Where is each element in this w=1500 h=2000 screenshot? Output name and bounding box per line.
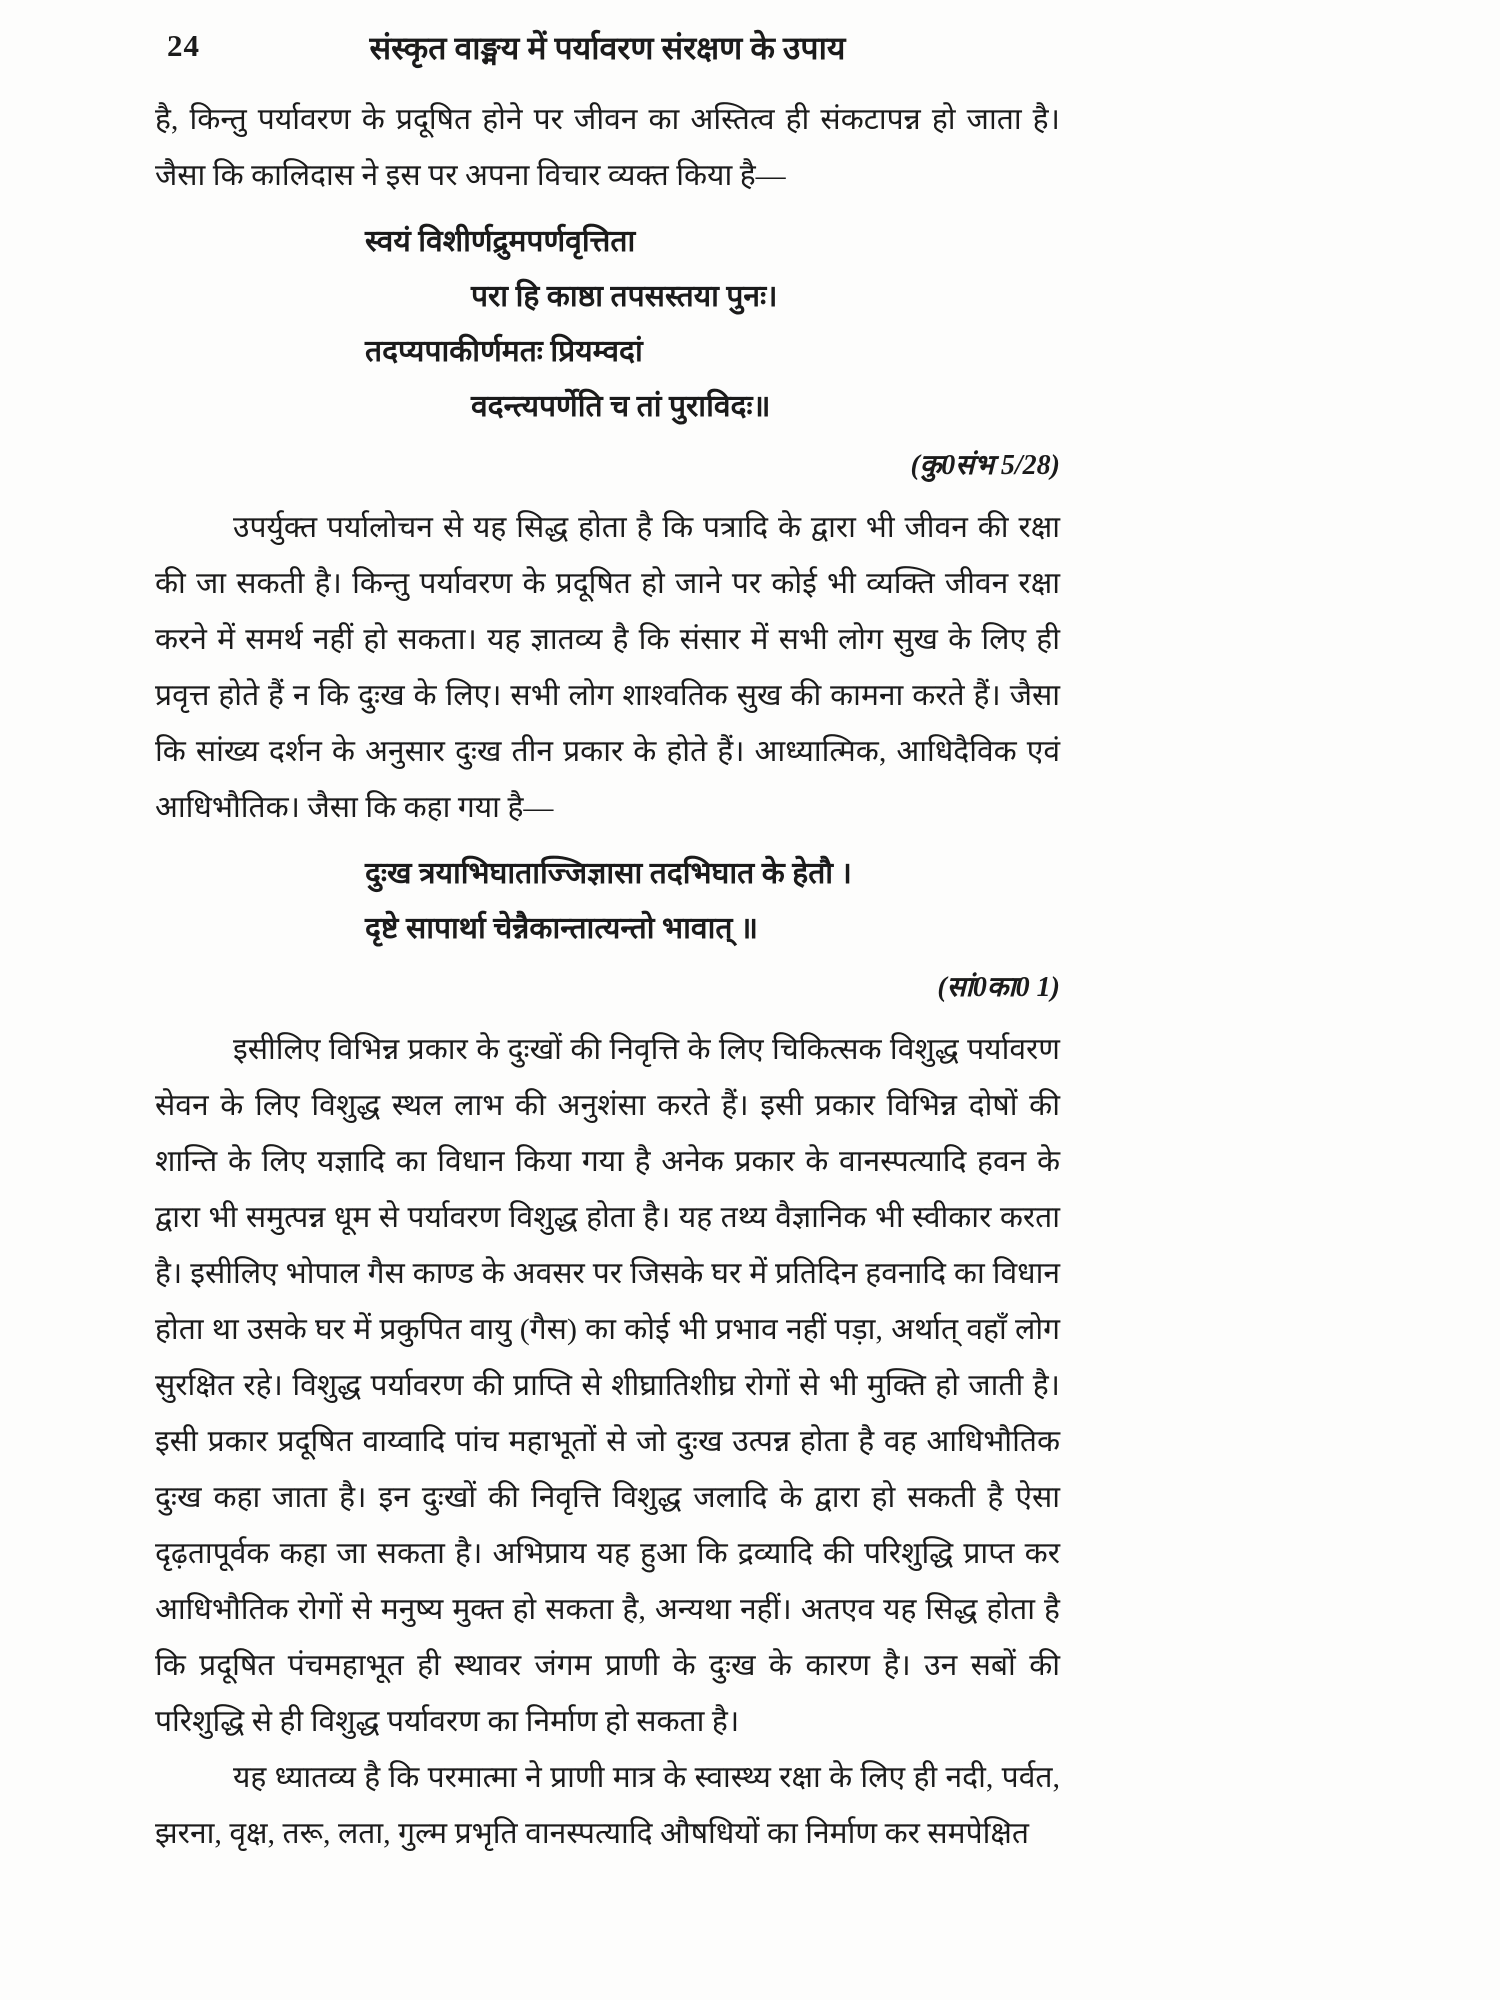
paragraph: इसीलिए विभिन्न प्रकार के दुःखों की निवृत्ति के लिए चिकित्सक विशुद्ध पर्यावरण सेवन के लिए विशुद्ध स्थल लाभ की अनुशंसा करते हैं। इसी प्रकार विभिन्न दोषों की शान्ति के लिए यज्ञादि का विधान किया गया है अनेक प्रकार के वानस्पत्यादि हवन के द्वारा भी समुत्पन्न धूम से पर्यावरण विशुद्ध होता है। यह तथ्य वैज्ञानिक भी स्वीकार करता है। इसीलिए भोपाल गैस काण्ड के अवसर पर जिसके घर में प्रतिदिन हवनादि का विधान होता था उसके घर में प्रकुपित वायु (गैस) का कोई भी प्रभाव नहीं पड़ा, अर्थात् वहाँ लोग सुरक्षित रहे। विशुद्ध पर्यावरण की प्राप्ति से शीघ्रातिशीघ्र रोगों से भी मुक्ति हो जाती है। इसी प्रकार प्रदूषित वाय्वादि पांच महाभूतों से जो दुःख उत्पन्न होता है वह आधिभौतिक दुःख कहा जाता है। इन दुःखों की निवृत्ति विशुद्ध जलादि के द्वारा हो सकती है ऐसा दृढ़तापूर्वक कहा जा सकता है। अभिप्राय यह हुआ कि द्रव्यादि की परिशुद्धि प्राप्त कर आधिभौतिक रोगों से मनुष्य मुक्त हो सकता है, अन्यथा नहीं। अतएव यह सिद्ध होता है कि प्रदूषित पंचमहाभूत ही स्थावर जंगम प्राणी के दुःख के कारण है। उन सबों की परिशुद्धि से ही विशुद्ध पर्यावरण का निर्माण हो सकता है। xyxy=(155,1033,1060,1738)
paragraph-continuation: है, किन्तु पर्यावरण के प्रदूषित होने पर जीवन का अस्तित्व ही संकटापन्न हो जाता है। जैसा कि कालिदास ने इस पर अपना विचार व्यक्त किया है— xyxy=(155,103,1060,192)
verse-line: दुःख त्रयाभिघाताज्जिज्ञासा तदभिघात के हेतौ । xyxy=(365,857,852,890)
paragraph: यह ध्यातव्य है कि परमात्मा ने प्राणी मात्र के स्वास्थ्य रक्षा के लिए ही नदी, पर्वत, झरना, वृक्ष, तरू, लता, गुल्म प्रभृति वानस्पत्यादि औषधियों का निर्माण कर समपेक्षित xyxy=(155,1761,1060,1850)
verse-line: दृष्टे सापार्था चेन्नैकान्तात्यन्तो भावात् ॥ xyxy=(365,912,758,945)
verse-line: तदप्यपाकीर्णमतः प्रियम्वदां xyxy=(365,335,643,368)
page-body xyxy=(155,92,1060,1862)
paragraph: उपर्युक्त पर्यालोचन से यह सिद्ध होता है कि पत्रादि के द्वारा भी जीवन की रक्षा की जा सकती है। किन्तु पर्यावरण के प्रदूषित हो जाने पर कोई भी व्यक्ति जीवन रक्षा करने में समर्थ नहीं हो सकता। यह ज्ञातव्य है कि संसार में सभी लोग सुख के लिए ही प्रवृत्त होते हैं न कि दुःख के लिए। सभी लोग शाश्वतिक सुख की कामना करते हैं। जैसा कि सांख्य दर्शन के अनुसार दुःख तीन प्रकार के होते हैं। आध्यात्मिक, आधिदैविक एवं आधिभौतिक। जैसा कि कहा गया है— xyxy=(155,511,1060,824)
verse-line: वदन्त्यपर्णेति च तां पुराविदः॥ xyxy=(471,390,771,423)
verse-kalidasa-quote xyxy=(365,214,1060,434)
page-header xyxy=(155,26,1060,78)
verse-citation-samkhyakarika: (सां0का0 1) xyxy=(937,972,1060,1003)
running-header-title: संस्कृत वाङ्मय में पर्यावरण संरक्षण के उपाय xyxy=(369,30,846,66)
verse-line: परा हि काष्ठा तपसस्तया पुनः। xyxy=(471,280,778,313)
verse-line: स्वयं विशीर्णद्रुमपर्णवृत्तिता xyxy=(365,225,636,258)
verse-citation-kumarasambhava: (कु0संभ 5/28) xyxy=(910,450,1060,481)
verse-samkhya-quote xyxy=(365,846,1060,956)
page-number: 24 xyxy=(167,28,200,63)
